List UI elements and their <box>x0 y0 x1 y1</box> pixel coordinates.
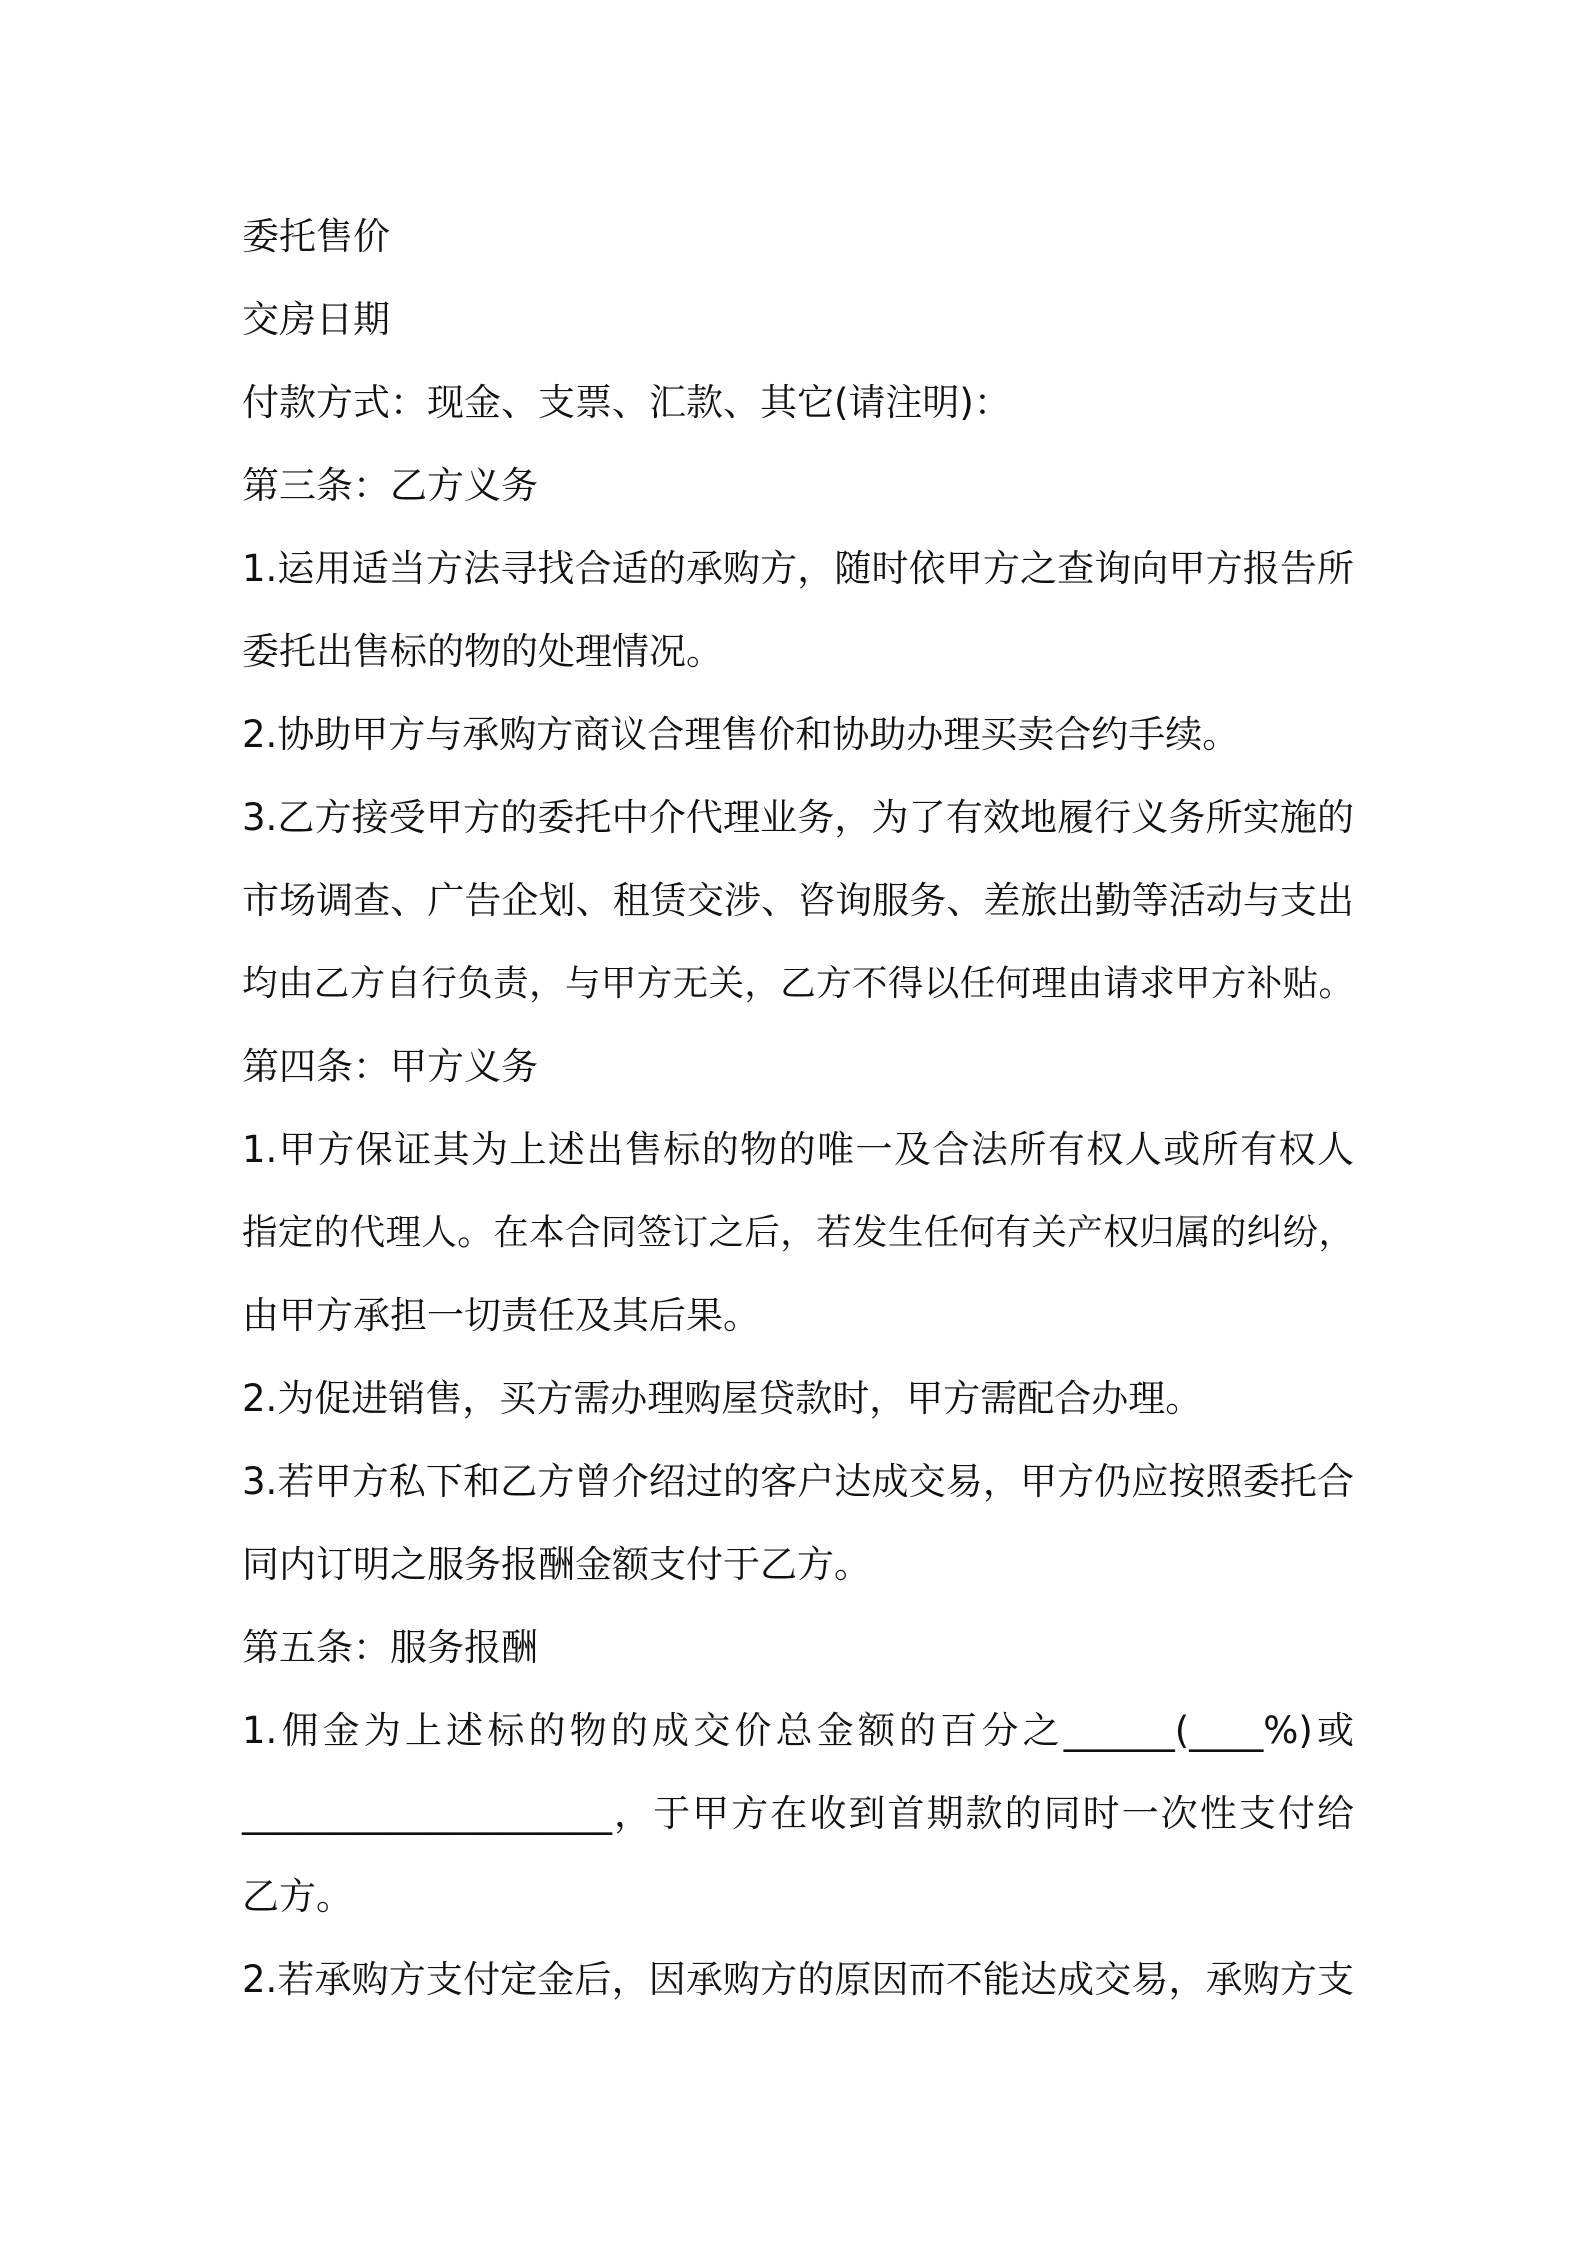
section-heading: 第三条：乙方义务 <box>242 464 538 507</box>
text-line: 3.若甲方私下和乙方曾介绍过的客户达成交易，甲方仍应按照委托合 <box>242 1460 1354 1503</box>
text-line: 乙方。 <box>242 1875 353 1918</box>
text-line: 2.协助甲方与承购方商议合理售价和协助办理买卖合约手续。 <box>242 713 1240 756</box>
text-line: 市场调查、广告企划、租赁交涉、咨询服务、差旅出勤等活动与支出 <box>242 879 1354 922</box>
text-line: 2.为促进销售，买方需办理购屋贷款时，甲方需配合办理。 <box>242 1377 1203 1420</box>
section-heading: 第四条：甲方义务 <box>242 1045 538 1088</box>
text-line: 1.甲方保证其为上述出售标的物的唯一及合法所有权人或所有权人 <box>242 1128 1354 1171</box>
text-line: 2.若承购方支付定金后，因承购方的原因而不能达成交易，承购方支 <box>242 1958 1354 2001</box>
text-line: 交房日期 <box>242 298 390 341</box>
text-line: 1.运用适当方法寻找合适的承购方，随时依甲方之查询向甲方报告所 <box>242 547 1354 590</box>
text-line: 指定的代理人。在本合同签订之后，若发生任何有关产权归属的纠纷， <box>242 1212 1354 1253</box>
contract-body <box>242 195 1354 2021</box>
text-line: 3.乙方接受甲方的委托中介代理业务，为了有效地履行义务所实施的 <box>242 796 1354 839</box>
section-heading: 第五条：服务报酬 <box>242 1626 538 1669</box>
text-line: 由甲方承担一切责任及其后果。 <box>242 1294 760 1337</box>
text-line: 均由乙方自行负责，与甲方无关，乙方不得以任何理由请求甲方补贴。 <box>242 963 1354 1004</box>
text-line: 付款方式：现金、支票、汇款、其它(请注明)： <box>242 381 1011 424</box>
text-line: ____________________，于甲方在收到首期款的同时一次性支付给 <box>242 1792 1354 1835</box>
text-line: 委托售价 <box>242 215 390 258</box>
text-line: 1.佣金为上述标的物的成交价总金额的百分之______(____%)或 <box>242 1709 1354 1752</box>
text-line: 同内订明之服务报酬金额支付于乙方。 <box>242 1543 871 1586</box>
text-line: 委托出售标的物的处理情况。 <box>242 630 723 673</box>
